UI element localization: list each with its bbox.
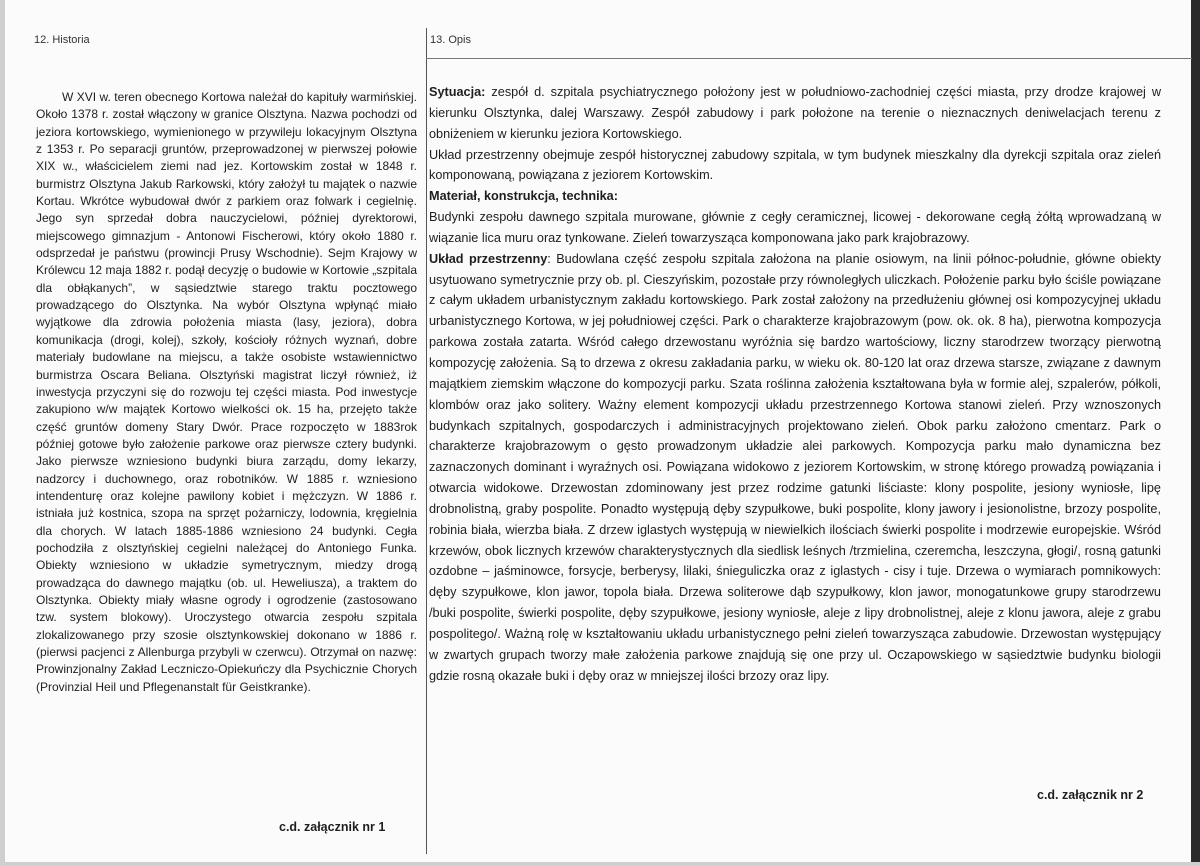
section-header-opis: 13. Opis [430,34,471,46]
historia-text: W XVI w. teren obecnego Kortowa należał do kapituły warmińskiej. Około 1378 r. został włączony w granice Olsztyna. Nazwa pochodzi od jeziora kortowskiego, wymienionego w przywileju lokacyjnym Olsztyna z 1353 r. Po separacji gruntów, przeprowadzonej w pierwszej połowie XIX w., właścicielem ziemi nad jez. Kortowskim został w 1848 r. burmistrz Olsztyna Jakub Rarkowski, który założył tu majątek o nazwie Kortau. Wkrótce wybudował dwór z parkiem oraz folwark i cegielnię. Jego syn sprzedał dobra nauczycielowi, później dyrektorowi, miejscowego gimnazjum - Antonowi Fischerowi, który około 1880 r. odsprzedał je państwu (prowincji Prusy Wschodnie). Sejm Krajowy w Królewcu 12 maja 1882 r. podął decyzję o budowie w Kortowie „szpitala dla obłąkanych”, w sąsiedztwie starego traktu pocztowego prowadzącego do Olsztynka. Na wybór Olsztyna wpłynąć miało wyjątkowe dla zdrowia położenia miasta (lasy, jeziora), dobra komunikacja (drogi, kolej), szkoły, kościoły różnych wyznań, dobre materiały budowlane na miejscu, a także osobiste wstawiennictwo burmistrza Oscara Beliana. Olsztyński magistrat liczył również, iż inwestycja przyczyni się do rozwoju tej części miasta. Pod inwestycje zakupiono w/w majątek Kortowo wielkości ok. 15 ha, przejęto także część gruntów domeny Stary Dwór. Prace rozpoczęto w 1883rok później gotowe było założenie parkowe oraz pierwsze cztery budynki. Jako pierwsze wzniesiono budynki biura zarządu, domy lekarzy, nadzorcy i duchownego, oraz robotników. W 1885 r. wzniesiono intendenturę oraz kolejne pawilony kobiet i mężczyzn. W 1886 r. istniała już kostnica, szopa na sprzęt pożarniczy, lodownia, kręgielnia dla chorych. W latach 1885-1886 wzniesiono 24 budynki. Cegła pochodziła z olsztyńskiej cegielni należącej do Antoniego Funka. Obiekty wzniesiono w układzie symetrycznym, miedzy drogą prowadząca do dawnego majątku (ob. ul. Heweliusza), a traktem do Olsztynka. Obiekty miały własne ogrody i ogrodzenie (zastosowano tzw. system blokowy). Uroczystego otwarcia zespołu szpitala zlokalizowanego przy szosie olsztynkowskiej dokonano w 1886 r. (pierwsi pacjenci z Allenburga przybyli w czerwcu). Otrzymał on nazwę: Prowinzjonalny Zakład Leczniczo-Opiekuńczy dla Psychicznie Chorych (Provinzial Heil und Pflegenanstalt für Geistkranke). [36,90,417,694]
paragraph-material: Budynki zespołu dawnego szpitala murowane, głównie z cegły ceramicznej, licowej - dekorowane cegłą żółtą wprowadzaną w wiązanie lica muru oraz tynkowane. Zieleń towarzysząca komponowana jako park krajobrazowy. [429,210,1161,245]
text-uklad-przestrzenny: : Budowlana część zespołu szpitala założona na planie osiowym, na linii północ-południe, główne obiekty usytuowano symetrycznie przy ob. pl. Cieszyńskim, pozostałe przy równoległych uliczkach. Położenie parku było ściśle powiązane z całym układem urbanistycznym zakładu kortowskiego. Park został założony na przedłużeniu głównej osi kompozycyjnej układu urbanistycznego Kortowa, w jej południowej części. Park o charakterze krajobrazowym (pow. ok. ok. 8 ha), pierwotna kompozycja parkowa została zatarta. Wśród całego drzewostanu wyróżnia się bardzo wartościowy, liczny starodrzew tworzący pierwotną kompozycję założenia. Są to drzewa z okresu zakładania parku, w wieku ok. 80-120 lat oraz drzewa starsze, związane z dawnym majątkiem ziemskim włączone do kompozycji parku. Szata roślinna założenia kształtowana była w formie alej, szpalerów, półkoli, klombów oraz jako solitery. Ważny element kompozycji układu przestrzennego Kortowa stanowi zieleń. Przy wznoszonych budynkach szpitalnych, gospodarczych i administracyjnych projektowano zieleń. Obok parku założono cmentarz. Park o charakterze krajobrazowym o gęsto prowadzonym układzie alei parkowych. Kompozycja parku mało dynamiczna bez zaznaczonych dominant i wyraźnych osi. Powiązana widokowo z jeziorem Kortowskim, w stronę którego prowadzą powiązania i otwarcia widokowe. Drzewostan zdominowany jest przez rodzime gatunki liściaste: klony pospolite, jesiony wyniosłe, lipę drobnolistną, graby pospolite. Ponadto występują dęby szypułkowe, buki pospolite, klony jawory i jesionolistne, brzozy pospolite, robinia biała, wierzba biała. Z drzew iglastych występują w niewielkich ilościach świerki pospolite i modrzewie europejskie. Wśród krzewów, obok licznych krzewów charakterystycznych dla siedlisk leśnych /trzmielina, czeremcha, leszczyna, głogi/, rosną gatunki ozdobne – jaśminowce, forsycje, berberysy, lilaki, śnieguliczka oraz z iglastych - cisy i tuje. Drzewa o wymiarach pomnikowych: dęby szypułkowe, klon jawor, topola biała. Drzewa soliterowe dąb szypułkowy, klon jawor, monogatunkowe grupy starodrzewu /buki pospolite, świerki pospolite, dęby szypułkowe, jesiony wyniosłe, aleje z lipy drobnolistnej, aleje z klonu jawora, aleje z grabu pospolitego/. Ważną rolę w kształtowaniu układu urbanistycznego pełni zieleń towarzysząca zabudowie. Drzewostan występujący w zwartych grupach tworzy małe założenia parkowe znajdują się one przy ul. Oczapowskiego w sąsiedztwie budynku biologii gdzie rosną okazałe buki i dęby oraz w mniejszej ilości brzozy oraz lipy. [429,251,1161,683]
scan-edge-left [0,0,5,866]
text-sytuacja: zespół d. szpitala psychiatrycznego położony jest w południowo-zachodniej części miasta, przy drodze krajowej w kierunku Olsztynka, dalej Warszawy. Zespół zabudowy i park położone na terenie o nieznacznych deniwelacjach terenu z obniżeniem w kierunku jeziora Kortowskiego. [429,85,1161,141]
scan-edge-bottom [0,862,1200,866]
label-material: Materiał, konstrukcja, technika: [429,189,618,204]
paragraph-uklad-przestrzenny [429,249,1161,687]
section-header-historia: 12. Historia [34,34,90,46]
paragraph-uklad-intro: Układ przestrzenny obejmuje zespół historycznej zabudowy szpitala, w tym budynek mieszkalny dla dyrekcji szpitala oraz zieleń komponowaną, powiązana z jeziorem Kortowskim. [429,147,1161,183]
attachment-note-1: c.d. załącznik nr 1 [279,820,386,834]
label-sytuacja: Sytuacja: [429,85,486,99]
paragraph-sytuacja [429,82,1161,145]
attachment-note-2: c.d. załącznik nr 2 [1037,788,1144,802]
paragraph-material-heading [429,186,1161,207]
header-rule [426,58,1192,59]
scan-edge-right [1191,0,1200,866]
column-divider [426,28,427,854]
label-uklad-przestrzenny: Układ przestrzenny [429,251,548,266]
opis-text-block [429,82,1161,686]
